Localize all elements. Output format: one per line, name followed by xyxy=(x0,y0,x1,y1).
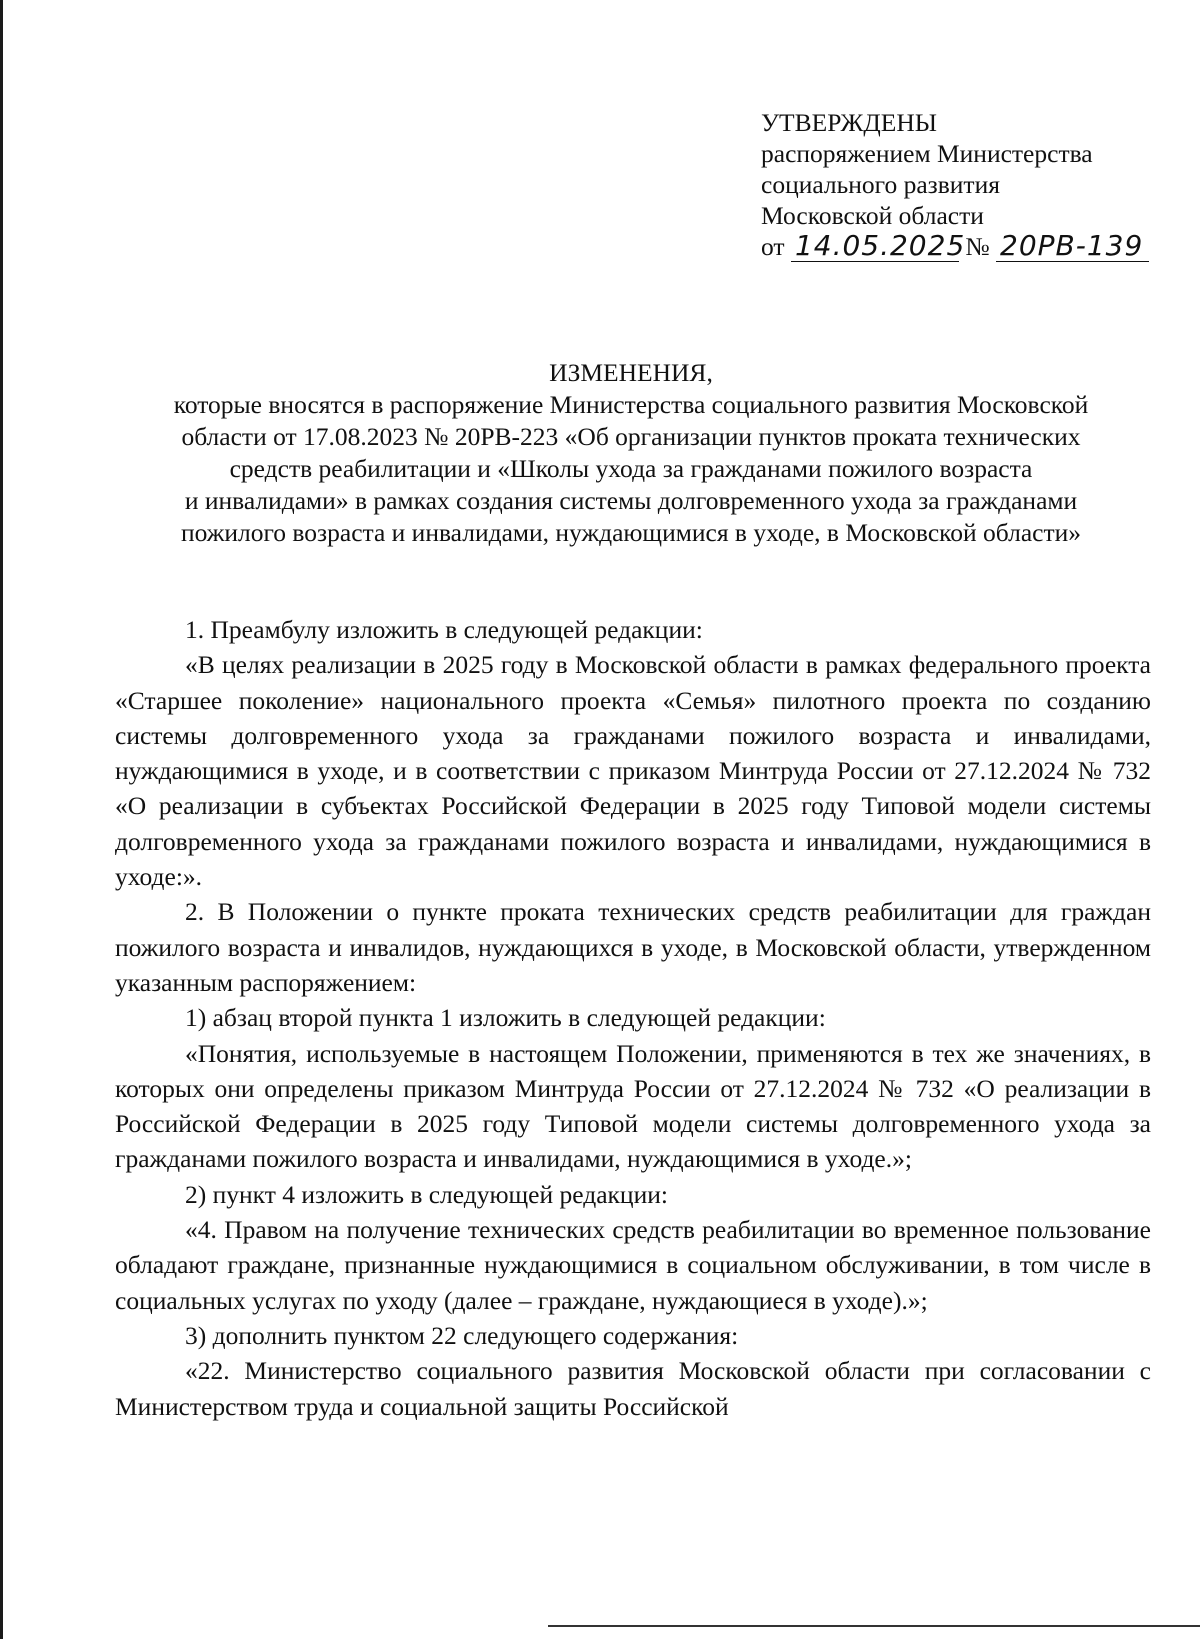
approval-line: распоряжением Министерства xyxy=(761,139,1093,168)
from-label: от xyxy=(761,232,785,261)
paragraph-subitem-2: 2) пункт 4 изложить в следующей редакции: xyxy=(185,1179,668,1209)
paragraph-subitem-3: 3) дополнить пунктом 22 следующего содержания: xyxy=(185,1320,739,1350)
paragraph-item-1: 1. Преамбулу изложить в следующей редакции: xyxy=(185,615,703,644)
title-line: средств реабилитации и «Школы ухода за гражданами пожилого возраста xyxy=(229,454,1033,483)
title-line: которые вносятся в распоряжение Министерства социального развития Московской xyxy=(173,390,1089,419)
title-heading: ИЗМЕНЕНИЯ, xyxy=(549,358,713,387)
approval-line: социального развития xyxy=(761,170,1000,199)
paragraph-point-22: «22. Министерство социального развития Московской области при согласовании с Министерством труда и социальной защиты Российской xyxy=(115,1356,1151,1421)
approval-date-number-line xyxy=(761,231,1181,262)
approval-block xyxy=(761,107,1181,262)
document-body xyxy=(115,612,1151,1424)
number-label: № xyxy=(965,232,990,261)
paragraph-definitions: «Понятия, используемые в настоящем Положении, применяются в тех же значениях, в которых они определены приказом Минтруда России от 27.12.2024 № 732 «О реализации в Российской Федерации в 2025 году Типовой модели системы долговременного ухода за гражданами пожилого возраста и инвалидами, нуждающимися в уходе.»; xyxy=(115,1038,1151,1174)
paragraph-subitem-1: 1) абзац второй пункта 1 изложить в следующей редакции: xyxy=(185,1003,826,1033)
title-line: пожилого возраста и инвалидами, нуждающимися в уходе, в Московской области» xyxy=(180,518,1081,547)
handwritten-date: 14.05.2025 xyxy=(791,231,959,262)
page-left-edge xyxy=(0,0,3,1639)
approval-heading: УТВЕРЖДЕНЫ xyxy=(761,108,937,137)
title-line: и инвалидами» в рамках создания системы долговременного ухода за гражданами xyxy=(184,486,1078,515)
document-title xyxy=(110,357,1152,549)
approval-line: Московской области xyxy=(761,201,984,230)
paragraph-point-4: «4. Правом на получение технических средств реабилитации во временное пользование обладают граждане, признанные нуждающимися в социальном обслуживании, в том числе в социальных услугах по уходу (далее – граждане, нуждающиеся в уходе).»; xyxy=(115,1215,1151,1315)
paragraph-item-2: 2. В Положении о пункте проката технических средств реабилитации для граждан пожилого возраста и инвалидов, нуждающихся в уходе, в Московской области, утвержденном указанным распоряжением: xyxy=(115,897,1151,997)
title-line: области от 17.08.2023 № 20РВ-223 «Об организации пунктов проката технических xyxy=(181,422,1081,451)
handwritten-number: 20РВ-139 xyxy=(996,231,1149,262)
bottom-rule xyxy=(548,1625,1200,1627)
paragraph-preamble: «В целях реализации в 2025 году в Московской области в рамках федерального проекта «Старшее поколение» национального проекта «Семья» пилотного проекта по созданию системы долговременного ухода за гражданами пожилого возраста и инвалидами, нуждающимися в уходе, и в соответствии с приказом Минтруда России от 27.12.2024 № 732 «О реализации в субъектах Российской Федерации в 2025 году Типовой модели системы долговременного ухода за гражданами пожилого возраста и инвалидами, нуждающимися в уходе:». xyxy=(115,650,1151,892)
